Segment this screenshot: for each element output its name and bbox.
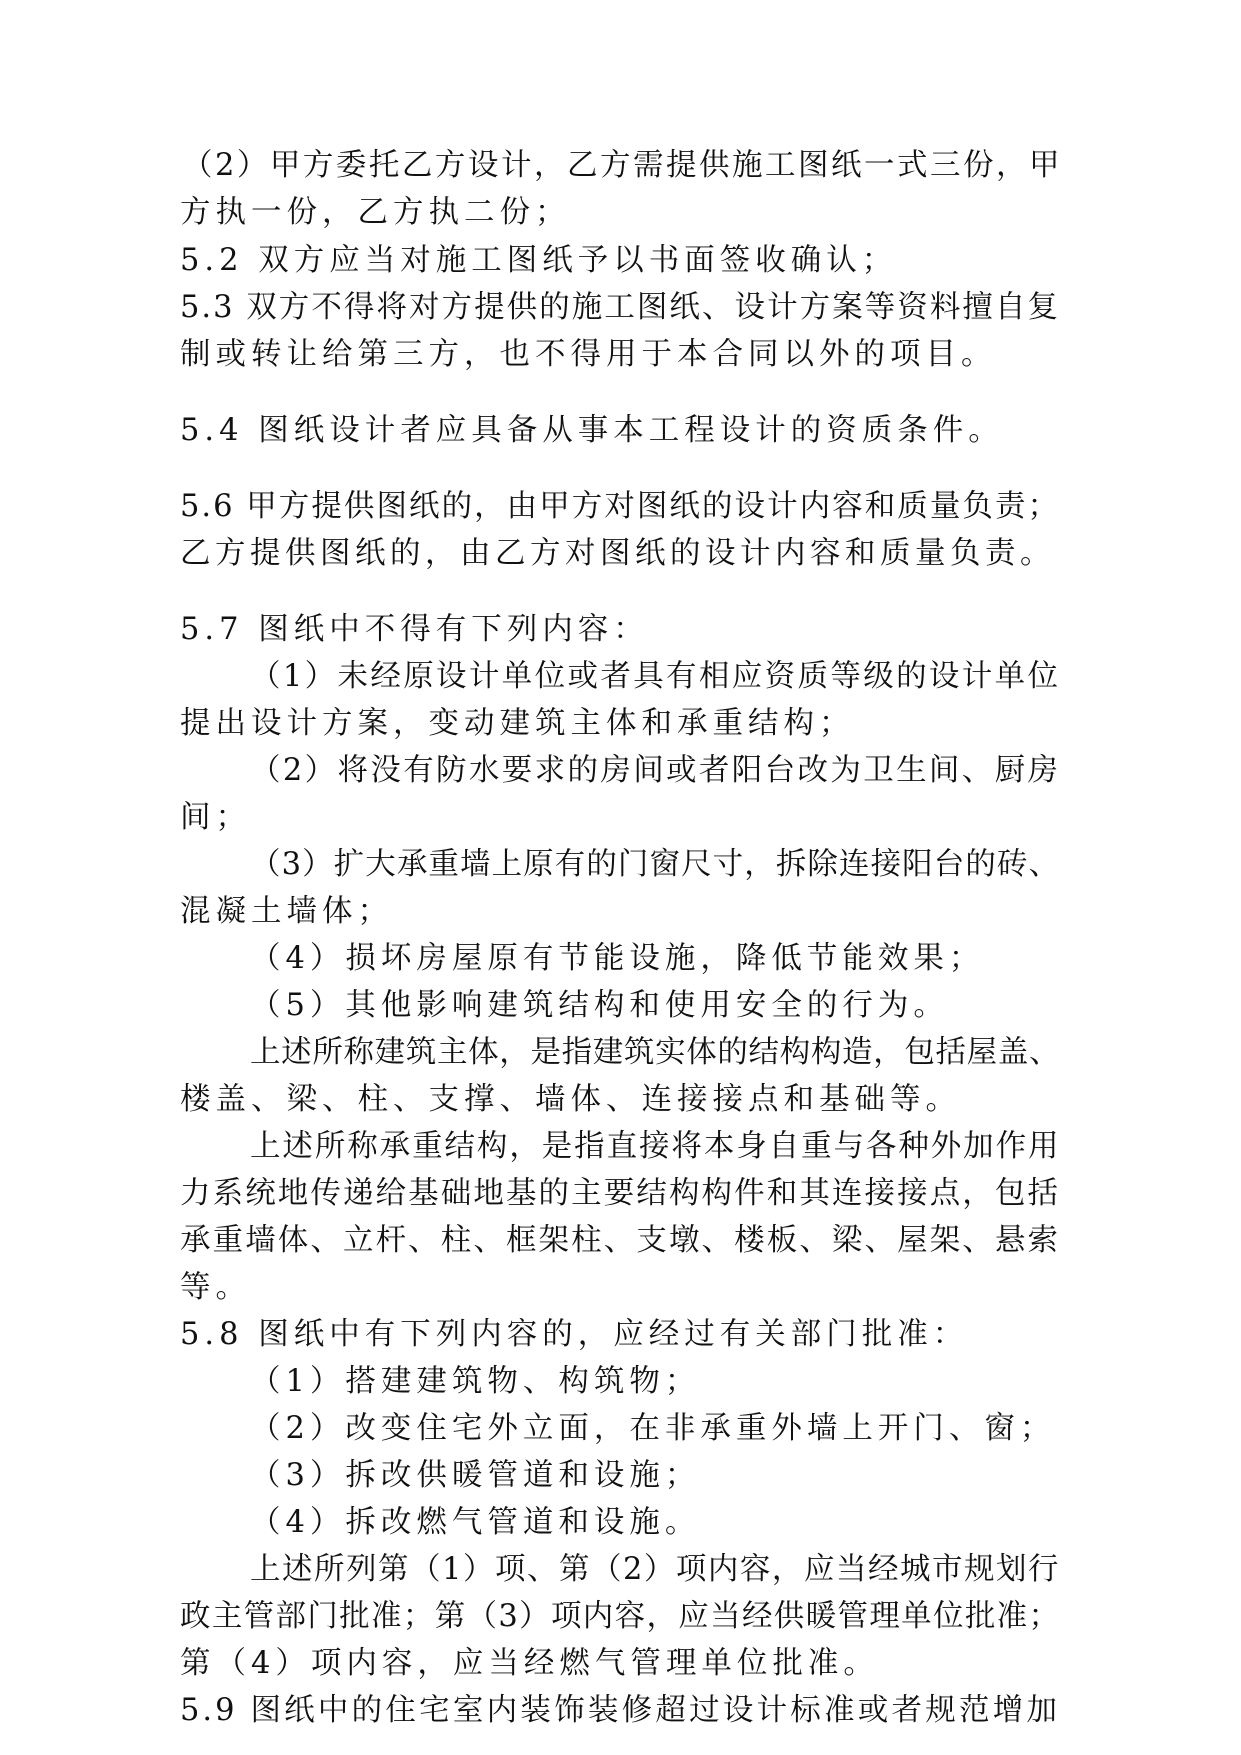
clause-5-7-item-3-line-2: 混凝土墙体；: [180, 894, 393, 929]
clause-5-8-heading: 5.8 图纸中有下列内容的，应经过有关部门批准：: [180, 1317, 969, 1352]
clause-5-7-item-1-line-1: （1）未经原设计单位或者具有相应资质等级的设计单位: [250, 659, 1060, 694]
clause-5-8-approval-line-2: 政主管部门批准；第（3）项内容，应当经供暖管理单位批准；: [180, 1599, 1060, 1634]
clause-5-1-item-2-line-2: 方执一份，乙方执二份；: [180, 195, 571, 230]
clause-5-8-item-3: （3）拆改供暖管道和设施；: [250, 1458, 701, 1493]
clause-5-7-item-4: （4）损坏房屋原有节能设施，降低节能效果；: [250, 941, 985, 976]
clause-5-8-item-2: （2）改变住宅外立面，在非承重外墙上开门、窗；: [250, 1411, 1056, 1446]
load-bearing-structure-definition-line-4: 等。: [180, 1270, 251, 1305]
clause-5-3-line-1: 5.3 双方不得将对方提供的施工图纸、设计方案等资料擅自复: [180, 290, 1060, 325]
clause-5-8-item-1: （1）搭建建筑物、构筑物；: [250, 1364, 701, 1399]
clause-5-7-item-5: （5）其他影响建筑结构和使用安全的行为。: [250, 988, 949, 1023]
clause-5-9-line-1: 5.9 图纸中的住宅室内装饰装修超过设计标准或者规范增加: [180, 1693, 1060, 1728]
clause-5-2: 5.2 双方应当对施工图纸予以书面签收确认；: [180, 243, 898, 278]
clause-5-8-approval-line-3: 第（4）项内容，应当经燃气管理单位批准。: [180, 1646, 879, 1681]
clause-5-7-heading: 5.7 图纸中不得有下列内容：: [180, 612, 649, 647]
clause-5-6-line-1: 5.6 甲方提供图纸的，由甲方对图纸的设计内容和质量负责；: [180, 489, 1060, 524]
building-main-body-definition-line-1: 上述所称建筑主体，是指建筑实体的结构构造，包括屋盖、: [250, 1035, 1060, 1070]
building-main-body-definition-line-2: 楼盖、梁、柱、支撑、墙体、连接接点和基础等。: [180, 1082, 961, 1117]
clause-5-4: 5.4 图纸设计者应具备从事本工程设计的资质条件。: [180, 413, 1004, 448]
clause-5-7-item-2-line-2: 间；: [180, 800, 251, 835]
clause-5-6-line-2: 乙方提供图纸的，由乙方对图纸的设计内容和质量负责。: [180, 536, 1055, 571]
clause-5-7-item-1-line-2: 提出设计方案，变动建筑主体和承重结构；: [180, 706, 855, 741]
load-bearing-structure-definition-line-2: 力系统地传递给基础地基的主要结构构件和其连接接点，包括: [180, 1176, 1060, 1211]
load-bearing-structure-definition-line-3: 承重墙体、立杆、柱、框架柱、支墩、楼板、梁、屋架、悬索: [180, 1223, 1060, 1258]
load-bearing-structure-definition-line-1: 上述所称承重结构，是指直接将本身自重与各种外加作用: [250, 1129, 1060, 1164]
clause-5-1-item-2-line-1: （2）甲方委托乙方设计，乙方需提供施工图纸一式三份，甲: [182, 148, 1062, 183]
clause-5-7-item-3-line-1: （3）扩大承重墙上原有的门窗尺寸，拆除连接阳台的砖、: [250, 847, 1060, 882]
clause-5-8-item-4: （4）拆改燃气管道和设施。: [250, 1505, 701, 1540]
clause-5-8-approval-line-1: 上述所列第（1）项、第（2）项内容，应当经城市规划行: [250, 1552, 1060, 1587]
clause-5-3-line-2: 制或转让给第三方，也不得用于本合同以外的项目。: [180, 337, 997, 372]
clause-5-7-item-2-line-1: （2）将没有防水要求的房间或者阳台改为卫生间、厨房: [250, 753, 1060, 788]
